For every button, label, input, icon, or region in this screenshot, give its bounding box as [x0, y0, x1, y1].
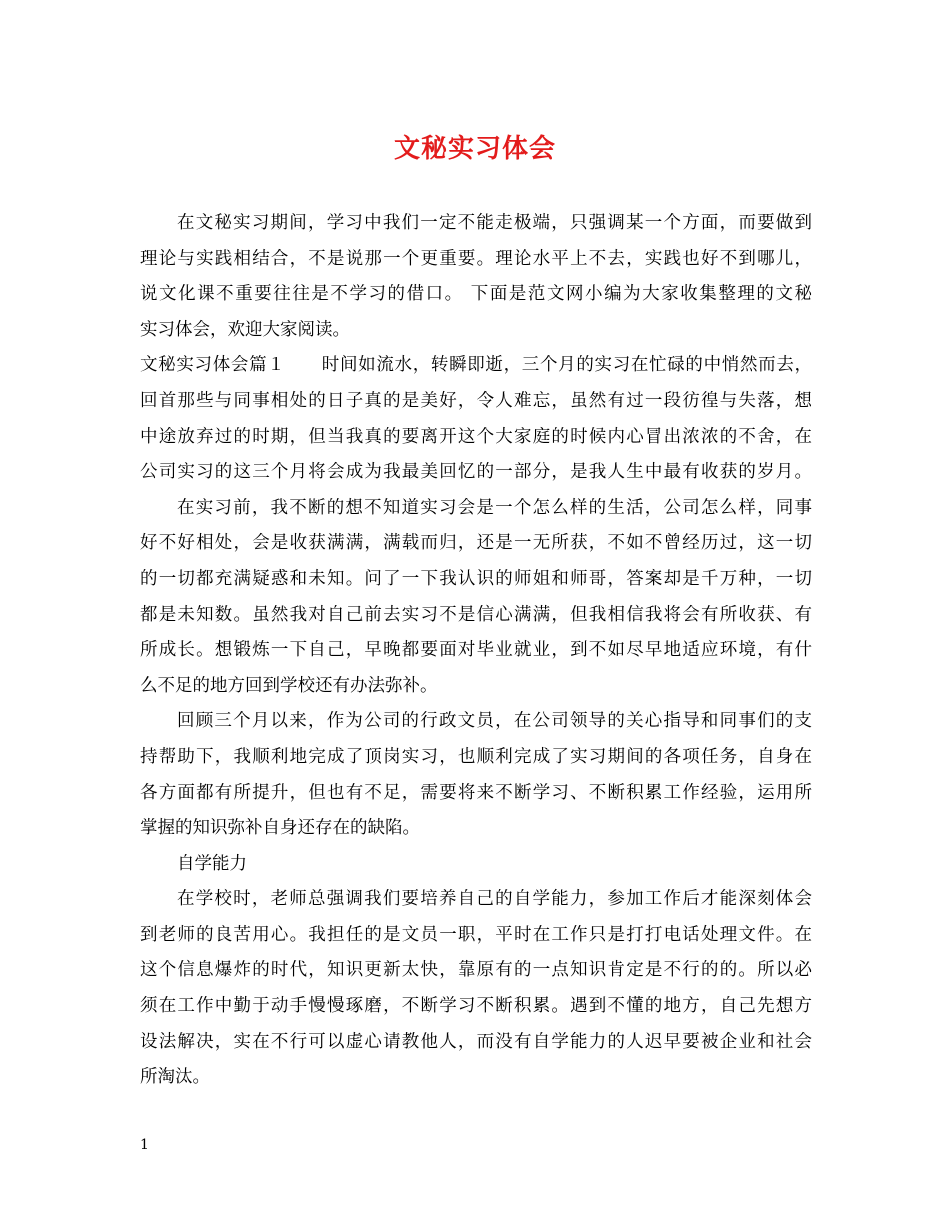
text-line: 都是未知数。虽然我对自己前去实习不是信心满满，但我相信我将会有所收获、有: [140, 604, 812, 625]
text-line: 好不好相处，会是收获满满，满载而归，还是一无所获，不如不曾经历过，这一切: [140, 533, 812, 554]
text-line: 在实习前，我不断的想不知道实习会是一个怎么样的生活，公司怎么样，同事: [177, 497, 812, 518]
text-line: 回首那些与同事相处的日子真的是美好，令人难忘，虽然有过一段彷徨与失落，想: [140, 390, 812, 411]
text-line: 到老师的良苦用心。我担任的是文员一职，平时在工作只是打打电话处理文件。在: [140, 924, 812, 945]
text-line: 各方面都有所提升，但也有不足，需要将来不断学习、不断积累工作经验，运用所: [140, 782, 812, 803]
text-line: 说文化课不重要往往是不学习的借口。 下面是范文网小编为大家收集整理的文秘: [140, 284, 812, 305]
text-line: 所淘汰。: [140, 1067, 210, 1088]
text-line: 须在工作中勤于动手慢慢琢磨，不断学习不断积累。遇到不懂的地方，自己先想方: [140, 996, 812, 1017]
text-line: 实习体会，欢迎大家阅读。: [140, 319, 350, 340]
document-title: 文秘实习体会: [393, 134, 556, 164]
text-line: 文秘实习体会篇１ 时间如流水，转瞬即逝，三个月的实习在忙碌的中悄然而去，: [140, 355, 812, 376]
text-line: 持帮助下，我顺利地完成了顶岗实习，也顺利完成了实习期间的各项任务，自身在: [140, 746, 812, 767]
text-line: 么不足的地方回到学校还有办法弥补。: [140, 675, 438, 696]
text-line: 在文秘实习期间，学习中我们一定不能走极端，只强调某一个方面，而要做到: [177, 213, 812, 233]
text-line: 公司实习的这三个月将会成为我最美回忆的一部分，是我人生中最有收获的岁月。: [140, 462, 812, 483]
text-line: 所成长。想锻炼一下自己，早晚都要面对毕业就业，到不如尽早地适应环境，有什: [140, 640, 812, 661]
text-line: 在学校时，老师总强调我们要培养自己的自学能力，参加工作后才能深刻体会: [177, 889, 812, 910]
page-number: 1: [140, 1137, 149, 1153]
text-line: 的一切都充满疑惑和未知。问了一下我认识的师姐和师哥，答案却是千万种，一切: [140, 568, 812, 589]
text-line: 设法解决，实在不行可以虚心请教他人，而没有自学能力的人迟早要被企业和社会: [140, 1031, 812, 1052]
text-line: 这个信息爆炸的时代，知识更新太快，靠原有的一点知识肯定是不行的的。所以必: [140, 960, 812, 981]
text-line: 中途放弃过的时期，但当我真的要离开这个大家庭的时候内心冒出浓浓的不舍，在: [140, 426, 812, 447]
section-heading: 自学能力: [177, 853, 247, 874]
text-line: 理论与实践相结合，不是说那一个更重要。理论水平上不去，实践也好不到哪儿，: [140, 248, 812, 269]
text-line: 掌握的知识弥补自身还存在的缺陷。: [140, 818, 420, 839]
text-line: 回顾三个月以来，作为公司的行政文员，在公司领导的关心指导和同事们的支: [177, 711, 812, 732]
document-body: [140, 206, 812, 1096]
